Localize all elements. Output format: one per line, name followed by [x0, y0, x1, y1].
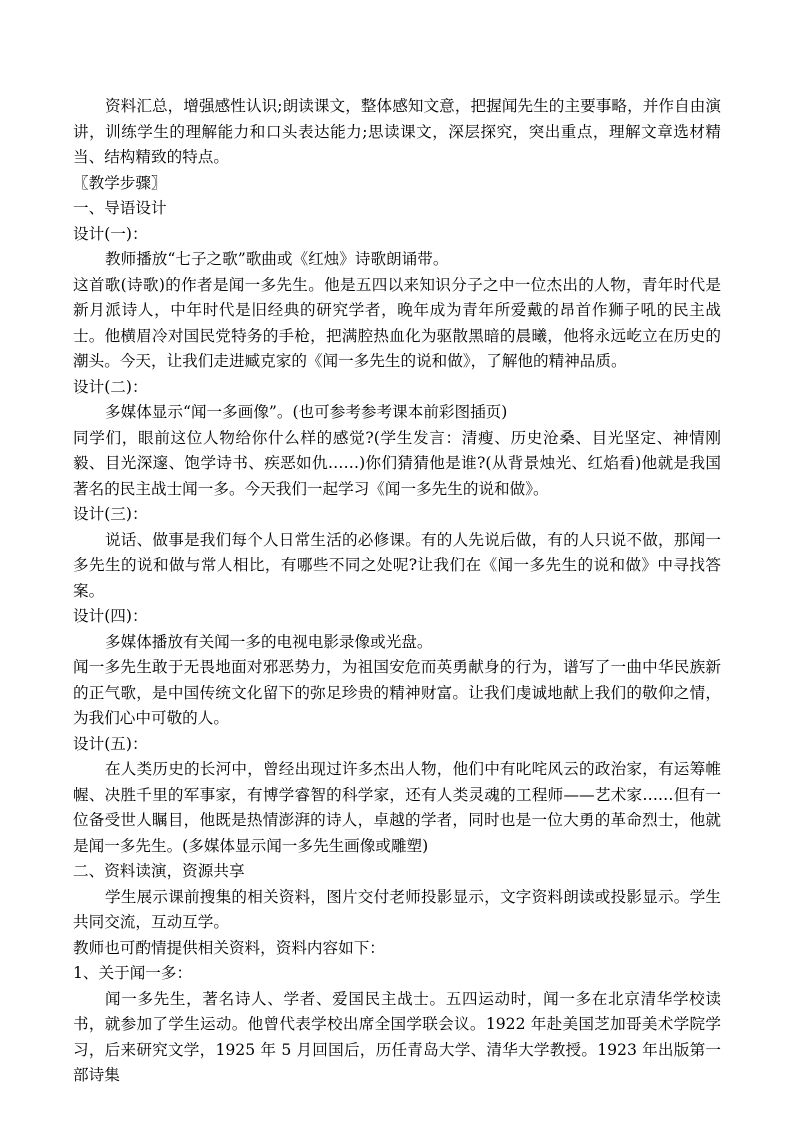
paragraph-design-1-body: 这首歌(诗歌)的作者是闻一多先生。他是五四以来知识分子之中一位杰出的人物，青年时代是新月派诗人，中年时代是旧经典的研究学者，晚年成为青年所爱戴的昂首作狮子吼的民主战士。他横眉冷对国民党特务的手枪，把满腔热血化为驱散黑暗的晨曦，他将永远屹立在历史的潮头。今天，让我们走进臧克家的《闻一多先生的说和做》，了解他的精神品质。	[73, 275, 721, 370]
paragraph-design-4-body: 闻一多先生敢于无畏地面对邪恶势力，为祖国安危而英勇献身的行为，谱写了一曲中华民族新的正气歌，是中国传统文化留下的弥足珍贵的精神财富。让我们虔诚地献上我们的敬仰之情，为我们心中可敬的人。	[73, 658, 721, 727]
paragraph-design-2-action: 多媒体显示“闻一多画像”。(也可参考参考课本前彩图插页)	[105, 403, 508, 421]
paragraph-objectives: 资料汇总，增强感性认识;朗读课文，整体感知文意，把握闻先生的主要事略，并作自由演讲，训练学生的理解能力和口头表达能力;思读课文，深层探究，突出重点，理解文章选材精当、结构精致的特点。	[73, 97, 721, 166]
heading-intro-design: 一、导语设计	[73, 199, 167, 217]
heading-teaching-steps: 〖教学步骤〗	[73, 173, 167, 192]
document-page	[73, 94, 721, 1089]
heading-resources: 二、资料读演，资源共享	[73, 862, 245, 880]
heading-design-5: 设计(五)：	[73, 734, 148, 753]
heading-design-2: 设计(二)：	[73, 377, 148, 396]
heading-design-1: 设计(一)：	[73, 224, 148, 243]
paragraph-design-2-body: 同学们，眼前这位人物给你什么样的感觉?(学生发言：清瘦、历史沧桑、目光坚定、神情刚毅、目光深邃、饱学诗书、疾恶如仇……)你们猜猜他是谁?(从背景烛光、红焰看)他就是我国著名的民主战士闻一多。今天我们一起学习《闻一多先生的说和做》。	[73, 428, 721, 498]
paragraph-design-4-action: 多媒体播放有关闻一多的电视电影录像或光盘。	[105, 632, 433, 651]
heading-about-wen-yiduo: 1、关于闻一多：	[73, 964, 193, 982]
paragraph-design-5-body: 在人类历史的长河中，曾经出现过许多杰出人物，他们中有叱咤风云的政治家，有运筹帷幄、决胜千里的军事家，有博学睿智的科学家，还有人类灵魂的工程师——艺术家……但有一位备受世人瞩目，他既是热情澎湃的诗人，卓越的学者，同时也是一位大勇的革命烈士，他就是闻一多先生。(多媒体显示闻一多先生画像或雕塑)	[73, 760, 721, 855]
paragraph-resources-students: 学生展示课前搜集的相关资料，图片交付老师投影显示，文字资料朗读或投影显示。学生共同交流，互动互学。	[73, 887, 721, 931]
heading-design-4: 设计(四)：	[73, 607, 148, 625]
paragraph-resources-teacher: 教师也可酌情提供相关资料，资料内容如下：	[73, 938, 385, 957]
paragraph-design-1-action: 教师播放“七子之歌”歌曲或《红烛》诗歌朗诵带。	[105, 250, 449, 268]
paragraph-about-wen-yiduo: 闻一多先生，著名诗人、学者、爱国民主战士。五四运动时，闻一多在北京清华学校读书，就参加了学生运动。他曾代表学校出席全国学联会议。1922 年赴美国芝加哥美术学院学习，后来研究文学，1925 年 5 月回国后，历任青岛大学、清华大学教授。1923 年出版第一部诗集	[73, 989, 721, 1084]
paragraph-design-3-body: 说话、做事是我们每个人日常生活的必修课。有的人先说后做，有的人只说不做，那闻一多先生的说和做与常人相比，有哪些不同之处呢?让我们在《闻一多先生的说和做》中寻找答案。	[73, 530, 721, 600]
heading-design-3: 设计(三)：	[73, 505, 148, 523]
